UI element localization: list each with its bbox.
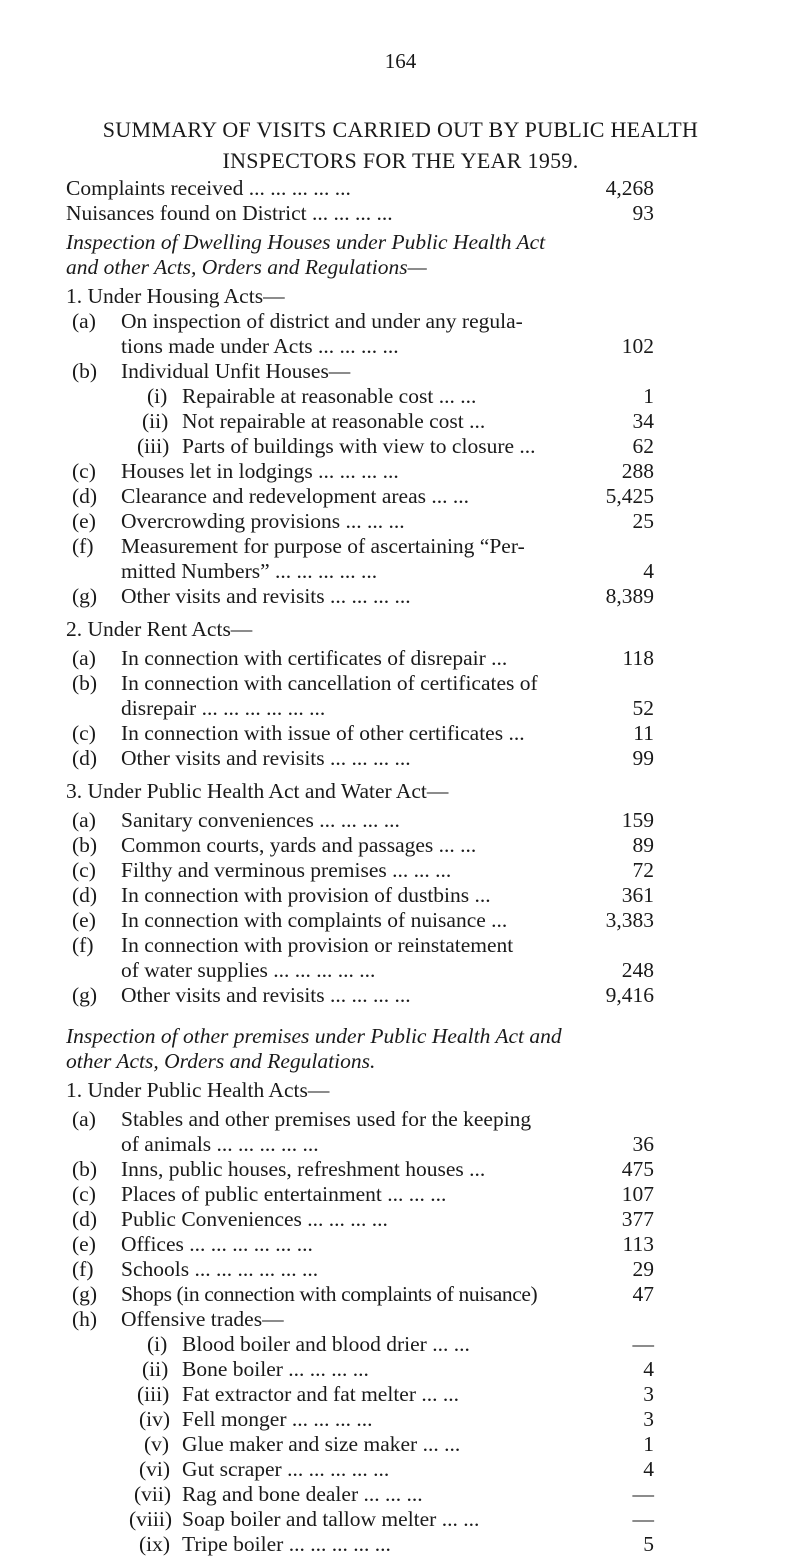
ph-item-e: (e) In connection with complaints of nuisance ... 3,383: [72, 908, 654, 932]
ph-item-f-cont: of water supplies ... ... ... ... ... 248: [121, 958, 654, 982]
premises-item-e: (e) Offices ... ... ... ... ... ... 113: [72, 1232, 654, 1256]
report-body: [0, 176, 801, 1557]
premises-item-a: (a) Stables and other premises used for the keeping: [72, 1107, 532, 1131]
housing-item-b-iii: (iii) Parts of buildings with view to closure ... 62: [137, 434, 654, 458]
trade-item-i: (i) Blood boiler and blood drier ... ... —: [147, 1332, 654, 1356]
housing-item-a: (a) On inspection of district and under any regula-: [72, 309, 523, 333]
housing-item-g: (g) Other visits and revisits ... ... ... ... 8,389: [72, 584, 654, 608]
summary-row-nuisances: [0, 201, 801, 226]
housing-item-f-cont: mitted Numbers” ... ... ... ... ... 4: [121, 559, 654, 583]
row-value: 4,268: [605, 176, 654, 200]
housing-acts-heading: 1. Under Housing Acts—: [66, 284, 285, 308]
premises-item-h: (h) Offensive trades—: [72, 1307, 284, 1331]
ph-item-a: (a) Sanitary conveniences ... ... ... ... 159: [72, 808, 654, 832]
housing-item-d: (d) Clearance and redevelopment areas ... ... 5,425: [72, 484, 654, 508]
row-label: Nuisances found on District ... ... ... ...: [66, 201, 393, 225]
premises-item-a-cont: of animals ... ... ... ... ... 36: [121, 1132, 654, 1156]
title-line-1: SUMMARY OF VISITS CARRIED OUT BY PUBLIC HEALTH: [102, 117, 699, 142]
section-heading-dwelling-cont: and other Acts, Orders and Regulations—: [66, 255, 427, 279]
housing-item-c: (c) Houses let in lodgings ... ... ... ... 288: [72, 459, 654, 483]
housing-item-b: (b) Individual Unfit Houses—: [72, 359, 351, 383]
premises-item-d: (d) Public Conveniences ... ... ... ... 377: [72, 1207, 654, 1231]
trade-item-ix: (ix) Tripe boiler ... ... ... ... ... 5: [139, 1532, 654, 1556]
summary-row-complaints: [0, 176, 801, 201]
ph-item-f: (f) In connection with provision or reinstatement: [72, 933, 514, 957]
section-heading-other-premises: Inspection of other premises under Public Health Act and: [66, 1024, 562, 1048]
title-line-2: INSPECTORS FOR THE YEAR 1959.: [222, 148, 579, 173]
premises-item-c: (c) Places of public entertainment ... ... ... 107: [72, 1182, 654, 1206]
trade-item-iv: (iv) Fell monger ... ... ... ... 3: [139, 1407, 654, 1431]
trade-item-vii: (vii) Rag and bone dealer ... ... ... —: [134, 1482, 654, 1506]
trade-item-viii: (viii) Soap boiler and tallow melter ... ... —: [129, 1507, 654, 1531]
rent-item-a: (a) In connection with certificates of disrepair ... 118: [72, 646, 654, 670]
housing-item-b-i: (i) Repairable at reasonable cost ... ... 1: [147, 384, 654, 408]
rent-acts-heading: 2. Under Rent Acts—: [66, 617, 253, 641]
section-heading-dwelling: Inspection of Dwelling Houses under Public Health Act: [66, 230, 546, 254]
housing-item-f: (f) Measurement for purpose of ascertaining “Per-: [72, 534, 525, 558]
trade-item-ii: (ii) Bone boiler ... ... ... ... 4: [142, 1357, 654, 1381]
rent-item-b-cont: disrepair ... ... ... ... ... ... 52: [121, 696, 654, 720]
section-heading-other-premises-cont: other Acts, Orders and Regulations.: [66, 1049, 376, 1073]
trade-item-iii: (iii) Fat extractor and fat melter ... ... 3: [137, 1382, 654, 1406]
premises-item-g: (g) Shops (in connection with complaints of nuisance) 47: [72, 1282, 654, 1306]
housing-item-a-cont: tions made under Acts ... ... ... ... 102: [121, 334, 654, 358]
row-value: 93: [632, 201, 654, 225]
housing-item-b-ii: (ii) Not repairable at reasonable cost ... 34: [142, 409, 654, 433]
rent-item-d: (d) Other visits and revisits ... ... ... ... 99: [72, 746, 654, 770]
trade-item-v: (v) Glue maker and size maker ... ... 1: [144, 1432, 654, 1456]
ph-item-b: (b) Common courts, yards and passages ... ... 89: [72, 833, 654, 857]
premises-item-f: (f) Schools ... ... ... ... ... ... 29: [72, 1257, 654, 1281]
rent-item-b: (b) In connection with cancellation of certificates of: [72, 671, 538, 695]
ph-acts-heading: 1. Under Public Health Acts—: [66, 1078, 330, 1102]
ph-item-g: (g) Other visits and revisits ... ... ... ... 9,416: [72, 983, 654, 1007]
ph-item-c: (c) Filthy and verminous premises ... ... ... 72: [72, 858, 654, 882]
housing-item-e: (e) Overcrowding provisions ... ... ... 25: [72, 509, 654, 533]
page-title: [0, 117, 801, 179]
public-health-heading: 3. Under Public Health Act and Water Act—: [66, 779, 449, 803]
ph-item-d: (d) In connection with provision of dustbins ... 361: [72, 883, 654, 907]
trade-item-vi: (vi) Gut scraper ... ... ... ... ... 4: [139, 1457, 654, 1481]
rent-item-c: (c) In connection with issue of other certificates ... 11: [72, 721, 654, 745]
premises-item-b: (b) Inns, public houses, refreshment houses ... 475: [72, 1157, 654, 1181]
page-number: 164: [384, 49, 417, 73]
row-label: Complaints received ... ... ... ... ...: [66, 176, 351, 200]
